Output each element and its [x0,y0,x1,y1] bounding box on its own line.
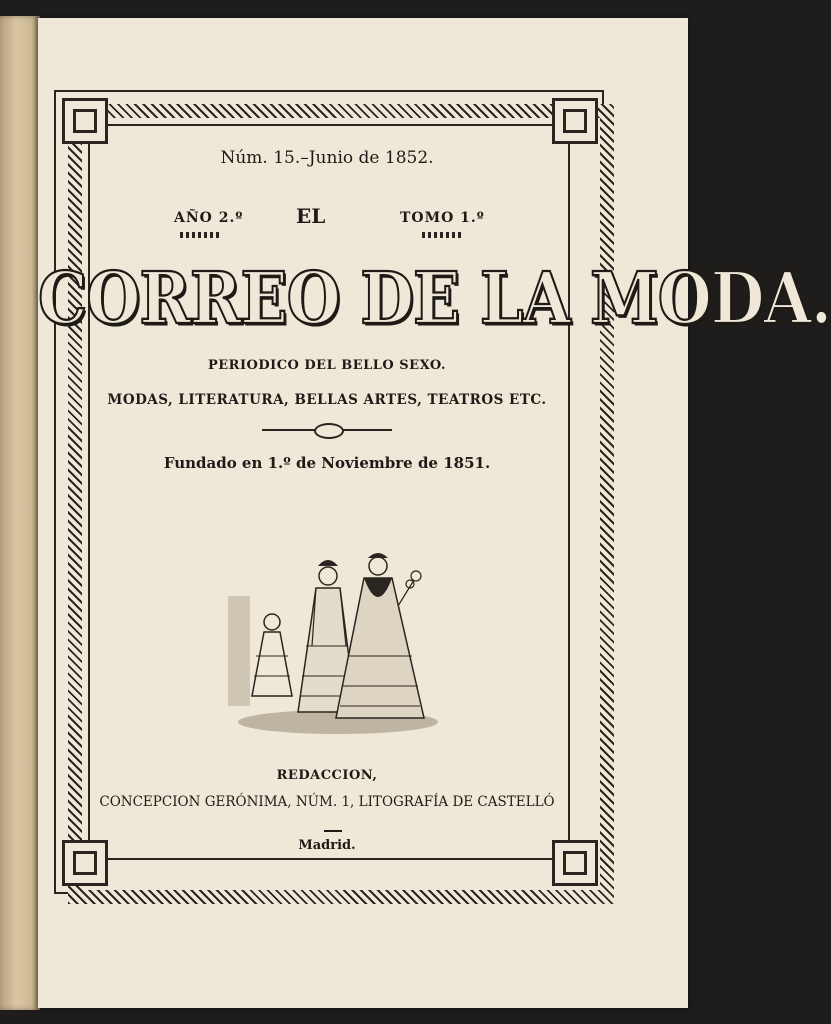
magazine-cover-page [38,18,831,1008]
page-title: CORREO DE LA MODA. [38,256,831,341]
border-frame-inner [88,124,570,860]
divider-dash [324,830,342,832]
subtitle: PERIODICO DEL BELLO SEXO. [207,358,447,373]
corner-ornament-top-right [552,98,598,144]
redaction-heading: REDACCION, [276,768,378,783]
title-article: EL [296,204,326,228]
volume-label: TOMO 1.º [400,210,485,226]
fashion-figures-illustration [228,536,438,736]
volume-ornament [422,232,464,238]
divider-ornament [314,423,344,439]
year-label: AÑO 2.º [174,210,244,226]
corner-ornament-top-left [62,98,108,144]
founded-line: Fundado en 1.º de Noviembre de 1851. [163,454,491,472]
book-spine [0,16,40,1010]
topics-line: MODAS, LITERATURA, BELLAS ARTES, TEATROS ETC. [107,392,547,408]
year-ornament [180,232,222,238]
publication-city: Madrid. [298,838,356,853]
publisher-address: CONCEPCION GERÓNIMA, NÚM. 1, LITOGRAFÍA DE CASTELLÓ [99,794,555,810]
issue-line: Núm. 15.–Junio de 1852. [220,148,434,168]
